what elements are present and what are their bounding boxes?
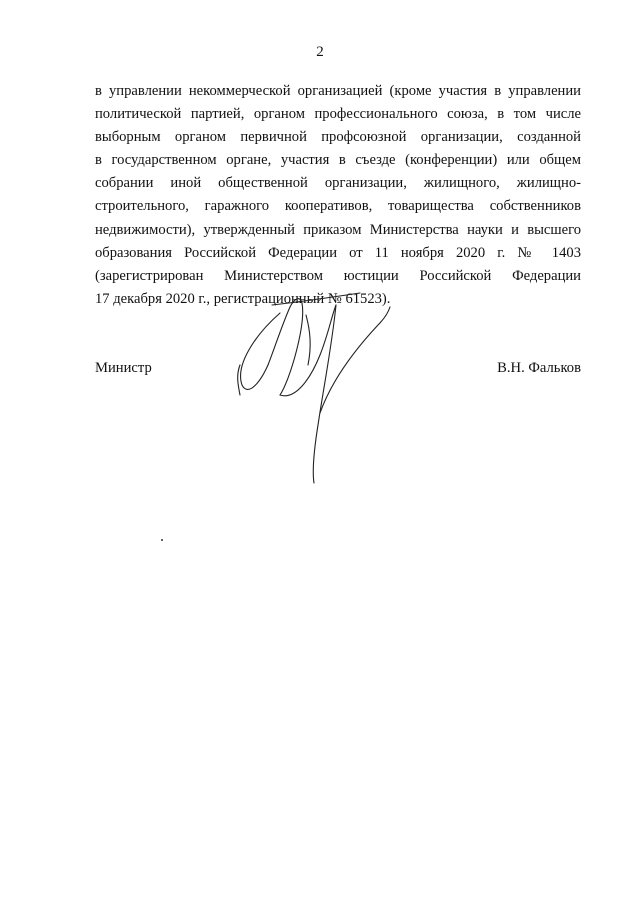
body-line: недвижимости), утвержденный приказом Министерства науки и высшего [95, 221, 581, 238]
body-text [95, 80, 581, 311]
handwritten-signature [220, 285, 410, 490]
signer-title: Министр [95, 360, 152, 376]
speck-mark [161, 539, 163, 541]
body-line: (зарегистрирован Министерством юстиции Российской Федерации [95, 267, 581, 284]
body-line: собрании иной общественной организации, жилищного, жилищно- [95, 175, 581, 192]
page-number: 2 [316, 44, 324, 60]
body-line: 17 декабря 2020 г., регистрационный № 61523). [95, 290, 391, 307]
body-line: политической партией, органом профессионального союза, в том числе [95, 106, 581, 123]
body-line: в управлении некоммерческой организацией (кроме участия в управлении [95, 83, 581, 99]
body-line: выборным органом первичной профсоюзной организации, созданной [95, 129, 581, 146]
body-line: строительного, гаражного кооперативов, товарищества собственников [95, 198, 581, 215]
body-line: образования Российской Федерации от 11 ноября 2020 г. № 1403 [95, 244, 581, 261]
signer-name: В.Н. Фальков [497, 360, 581, 376]
body-line: в государственном органе, участия в съезде (конференции) или общем [95, 152, 581, 169]
